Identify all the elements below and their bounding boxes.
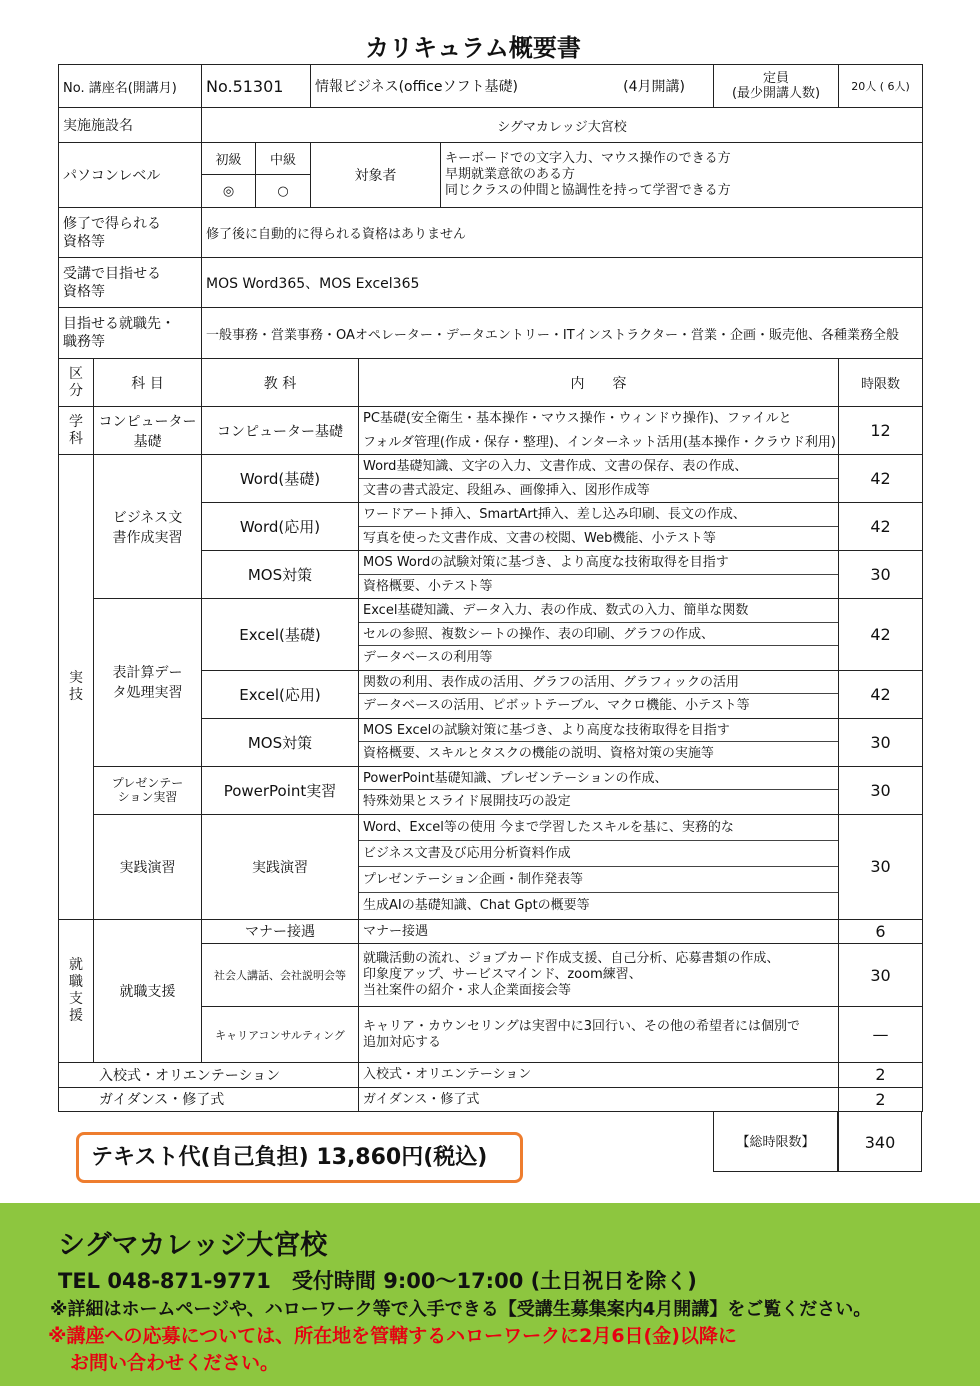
kyouka: 実践演習: [202, 814, 359, 919]
content-cell: [359, 503, 839, 551]
curriculum-table: [58, 358, 923, 1112]
content-line: 入校式・オリエンテーション: [363, 1067, 532, 1082]
content-cell: [359, 919, 839, 944]
course-month: (4月開講): [623, 79, 686, 95]
section-jitsugi: 実技: [59, 455, 94, 920]
cert-label: 修了で得られる: [63, 215, 161, 232]
hours: 30: [839, 718, 923, 766]
kyouka: コンピューター基礎: [202, 407, 359, 455]
kyouka: ガイダンス・修了式: [59, 1087, 359, 1112]
content-line: Word、Excel等の使用 今まで学習したスキルを基に、実務的な: [359, 815, 838, 841]
job-value: 一般事務・営業事務・OAオペレーター・データエントリー・ITインストラクター・営業・企画・販売他、各種業務全般: [202, 308, 923, 359]
hours: 12: [839, 407, 923, 455]
course-info-table: [58, 64, 923, 359]
content-cell: [359, 670, 839, 718]
content-line: プレゼンテーション企画・制作発表等: [359, 867, 838, 893]
hours: —: [839, 1007, 923, 1063]
hours: 2: [839, 1063, 923, 1088]
head-kubun: 区: [69, 365, 83, 382]
head-kamoku: 科 目: [94, 359, 202, 407]
kyouka: Word(応用): [202, 503, 359, 551]
facility-value: シグマカレッジ大宮校: [202, 108, 923, 143]
content-line: 資格概要、スキルとタスクの機能の説明、資格対策の実施等: [363, 746, 714, 761]
cert-value: 修了後に自動的に得られる資格はありません: [202, 208, 923, 258]
content-line: Word基礎知識、文字の入力、文書作成、文書の保存、表の作成、: [359, 455, 838, 479]
hours: 30: [839, 551, 923, 599]
level-label: パソコンレベル: [59, 143, 202, 208]
aim-label: 受講で目指せる: [63, 265, 161, 282]
content-line: ワードアート挿入、SmartArt挿入、差し込み印刷、長文の作成、: [359, 503, 838, 527]
content-line: 関数の利用、表作成の活用、グラフの活用、グラフィックの活用: [359, 671, 838, 695]
job-label: 目指せる就職先・: [63, 316, 175, 332]
head-kubun-2: 分: [69, 382, 83, 399]
capacity-label: 定員: [763, 71, 790, 86]
content-line: PC基礎(安全衛生・基本操作・マウス操作・ウィンドウ操作)、ファイルと: [363, 411, 792, 426]
kyouka: MOS対策: [202, 718, 359, 766]
hours: 30: [839, 766, 923, 814]
kyouka: Word(基礎): [202, 455, 359, 503]
content-line: ビジネス文書及び応用分析資料作成: [359, 841, 838, 867]
subject-support: 就職支援: [94, 919, 202, 1063]
level-intermediate: 中級: [256, 143, 311, 175]
job-label-2: 職務等: [63, 334, 105, 350]
kyouka: Excel(基礎): [202, 599, 359, 671]
subject-computer: コンピューター基礎: [94, 407, 202, 455]
target-line: キーボードでの文字入力、マウス操作のできる方: [445, 151, 731, 166]
aim-value: MOS Word365、MOS Excel365: [202, 258, 923, 308]
content-cell: [359, 944, 839, 1007]
warning-line-1: ※講座への応募については、所在地を管轄するハローワークに2月6日(金)以降に: [48, 1325, 737, 1347]
content-line: 写真を使った文書作成、文書の校閲、Web機能、小テスト等: [363, 530, 716, 546]
head-hours: 時限数: [839, 359, 923, 407]
warning-line-2: お問い合わせください。: [70, 1352, 280, 1374]
table-row: [59, 407, 923, 455]
level-beginner: 初級: [202, 143, 256, 175]
contact-tel: TEL 048-871-9771 受付時間 9:00～17:00 (土日祝日を除く): [58, 1269, 697, 1293]
section-gakka: 学科: [59, 407, 94, 455]
contact-footer: [0, 1203, 980, 1386]
table-row: [59, 1087, 923, 1112]
content-cell: [359, 551, 839, 599]
application-warning: [48, 1323, 737, 1377]
intermediate-mark: ○: [256, 175, 311, 208]
course-no: No.51301: [202, 65, 311, 108]
hours: 2: [839, 1087, 923, 1112]
page-title: カリキュラム概要書: [365, 34, 581, 62]
subject-practice: 実践演習: [94, 814, 202, 919]
content-line: セルの参照、複数シートの操作、表の印刷、グラフの作成、: [359, 623, 838, 647]
content-line: 文書の書式設定、段組み、画像挿入、図形作成等: [363, 482, 650, 498]
subject-presentation: プレゼンテーション実習: [94, 766, 202, 814]
content-cell: [359, 1007, 839, 1063]
kyouka: 社会人講話、会社説明会等: [202, 944, 359, 1007]
table-row: [59, 766, 923, 814]
total-value: 340: [838, 1111, 922, 1172]
kyouka: キャリアコンサルティング: [202, 1007, 359, 1063]
target-line: 早期就業意欲のある方: [445, 167, 576, 182]
hours: 42: [839, 599, 923, 671]
kyouka: PowerPoint実習: [202, 766, 359, 814]
table-row: [59, 599, 923, 671]
table-row: [59, 814, 923, 919]
table-row: [59, 1063, 923, 1088]
content-line: PowerPoint基礎知識、プレゼンテーションの作成、: [359, 767, 838, 791]
content-line: 特殊効果とスライド展開技巧の設定: [363, 794, 571, 809]
content-cell: [359, 455, 839, 503]
kyouka: MOS対策: [202, 551, 359, 599]
hours: 30: [839, 814, 923, 919]
content-line: 印象度アップ、サービスマインド、zoom練習、: [363, 967, 642, 982]
facility-label: 実施施設名: [59, 108, 202, 143]
hours: 42: [839, 503, 923, 551]
content-cell: [359, 599, 839, 671]
content-line: MOS Wordの試験対策に基づき、より高度な技術取得を目指す: [359, 551, 838, 575]
content-line: データベースの利用等: [363, 650, 493, 665]
school-name: シグマカレッジ大宮校: [58, 1230, 328, 1261]
capacity-sublabel: (最少開講人数): [731, 86, 821, 101]
head-naiyou: 内 容: [359, 359, 839, 407]
content-line: 追加対応する: [363, 1034, 442, 1050]
cert-label-2: 資格等: [63, 233, 105, 250]
content-line: Excel基礎知識、データ入力、表の作成、数式の入力、簡単な関数: [359, 599, 838, 623]
content-line: 当社案件の紹介・求人企業面接会等: [363, 983, 572, 998]
hours: 30: [839, 944, 923, 1007]
content-cell: [359, 407, 839, 455]
subject-business: ビジネス文書作成実習: [94, 455, 202, 599]
content-cell: [359, 718, 839, 766]
content-cell: [359, 766, 839, 814]
table-row: [59, 919, 923, 944]
hours: 42: [839, 670, 923, 718]
content-line: ガイダンス・修了式: [363, 1091, 480, 1107]
target-label: 対象者: [311, 143, 441, 208]
total-label: 【総時限数】: [713, 1111, 838, 1172]
subject-spreadsheet: 表計算データ処理実習: [94, 599, 202, 767]
content-line: 就職活動の流れ、ジョブカード作成支援、自己分析、応募書類の作成、: [363, 951, 780, 966]
content-line: MOS Excelの試験対策に基づき、より高度な技術取得を目指す: [359, 719, 838, 743]
content-line: 資格概要、小テスト等: [363, 578, 493, 594]
text-fee-box: テキスト代(自己負担) 13,860円(税込): [76, 1132, 523, 1183]
course-name: 情報ビジネス(officeソフト基礎): [315, 79, 518, 95]
content-line: データベースの活用、ピボットテーブル、マクロ機能、小テスト等: [363, 698, 750, 713]
content-line: キャリア・カウンセリングは実習中に3回行い、その他の希望者には個別で: [363, 1018, 801, 1034]
hours: 42: [839, 455, 923, 503]
content-line: 生成AIの基礎知識、Chat Gptの概要等: [363, 897, 590, 913]
kyouka: マナー接遇: [202, 919, 359, 944]
no-label: No. 講座名(開講月): [59, 65, 202, 108]
kyouka: 入校式・オリエンテーション: [59, 1063, 359, 1088]
content-cell: [359, 1087, 839, 1112]
aim-label-2: 資格等: [63, 283, 105, 300]
content-line: フォルダ管理(作成・保存・整理)、インターネット活用(基本操作・クラウド利用): [363, 434, 836, 450]
details-note: ※詳細はホームページや、ハローワーク等で入手できる【受講生募集案内4月開講】をご覧ください。: [50, 1299, 872, 1320]
table-row: [59, 455, 923, 503]
content-cell: [359, 1063, 839, 1088]
beginner-mark: ◎: [202, 175, 256, 208]
section-shushoku: 就職支援: [59, 919, 94, 1063]
hours: 6: [839, 919, 923, 944]
content-cell: [359, 814, 839, 919]
content-line: マナー接遇: [363, 923, 429, 939]
target-line: 同じクラスの仲間と協調性を持って学習できる方: [445, 183, 731, 198]
head-kyouka: 教 科: [202, 359, 359, 407]
capacity-value: 20人 ( 6人): [839, 65, 923, 108]
kyouka: Excel(応用): [202, 670, 359, 718]
